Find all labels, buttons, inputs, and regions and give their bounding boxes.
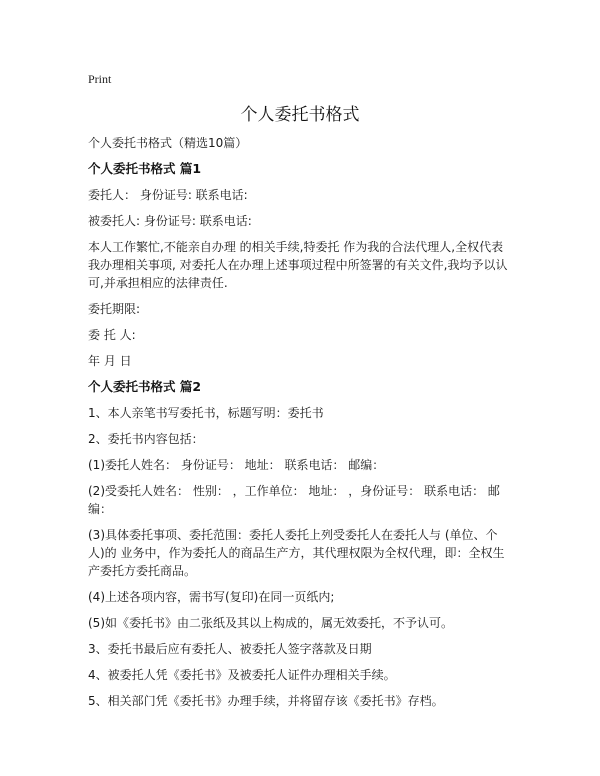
document-page	[88, 70, 508, 718]
section-heading-2: 个人委托书格式 篇2	[88, 379, 202, 394]
paragraph: 3、委托书最后应有委托人、被委托人签字落款及日期	[88, 642, 372, 656]
paragraph: (4)上述各项内容，需书写(复印)在同一页纸内;	[88, 590, 335, 604]
paragraph: (5)如《委托书》由二张纸及其以上构成的，属无效委托，不予认可。	[88, 616, 454, 630]
paragraph: (3)具体委托事项、委托范围：委托人委托上列受委托人在委托人与 (单位、个人)的 业务中，作为委托人的商品生产方，其代理权限为全权代理，即：全权生产委托方委托商品。	[88, 528, 505, 578]
paragraph: 1、本人亲笔书写委托书，标题写明：委托书	[88, 406, 324, 420]
paragraph: (2)受委托人姓名： 性别： ，工作单位： 地址： ，身份证号： 联系电话： 邮编：	[88, 484, 500, 516]
paragraph: 委托期限:	[88, 302, 141, 316]
paragraph: 年 月 日	[88, 354, 132, 368]
paragraph: 被委托人: 身份证号: 联系电话:	[88, 214, 252, 228]
section-heading-1: 个人委托书格式 篇1	[88, 161, 202, 176]
paragraph: 2、委托书内容包括：	[88, 432, 204, 446]
paragraph: 5、相关部门凭《委托书》办理手续，并将留存该《委托书》存档。	[88, 694, 444, 708]
paragraph: 本人工作繁忙,不能亲自办理 的相关手续,特委托 作为我的合法代理人,全权代表我办理相关事项, 对委托人在办理上述事项过程中所签署的有关文件,我均予以认可,并承担相应的法律责任.	[88, 240, 508, 290]
paragraph: (1)委托人姓名： 身份证号： 地址： 联系电话： 邮编：	[88, 458, 385, 472]
paragraph: 4、被委托人凭《委托书》及被委托人证件办理相关手续。	[88, 668, 396, 682]
paragraph: 委托人： 身份证号: 联系电话:	[88, 188, 248, 202]
print-label[interactable]: Print	[88, 72, 112, 86]
paragraph: 委 托 人:	[88, 328, 136, 342]
document-title: 个人委托书格式	[240, 105, 360, 125]
document-subtitle: 个人委托书格式（精选10篇）	[88, 136, 248, 150]
